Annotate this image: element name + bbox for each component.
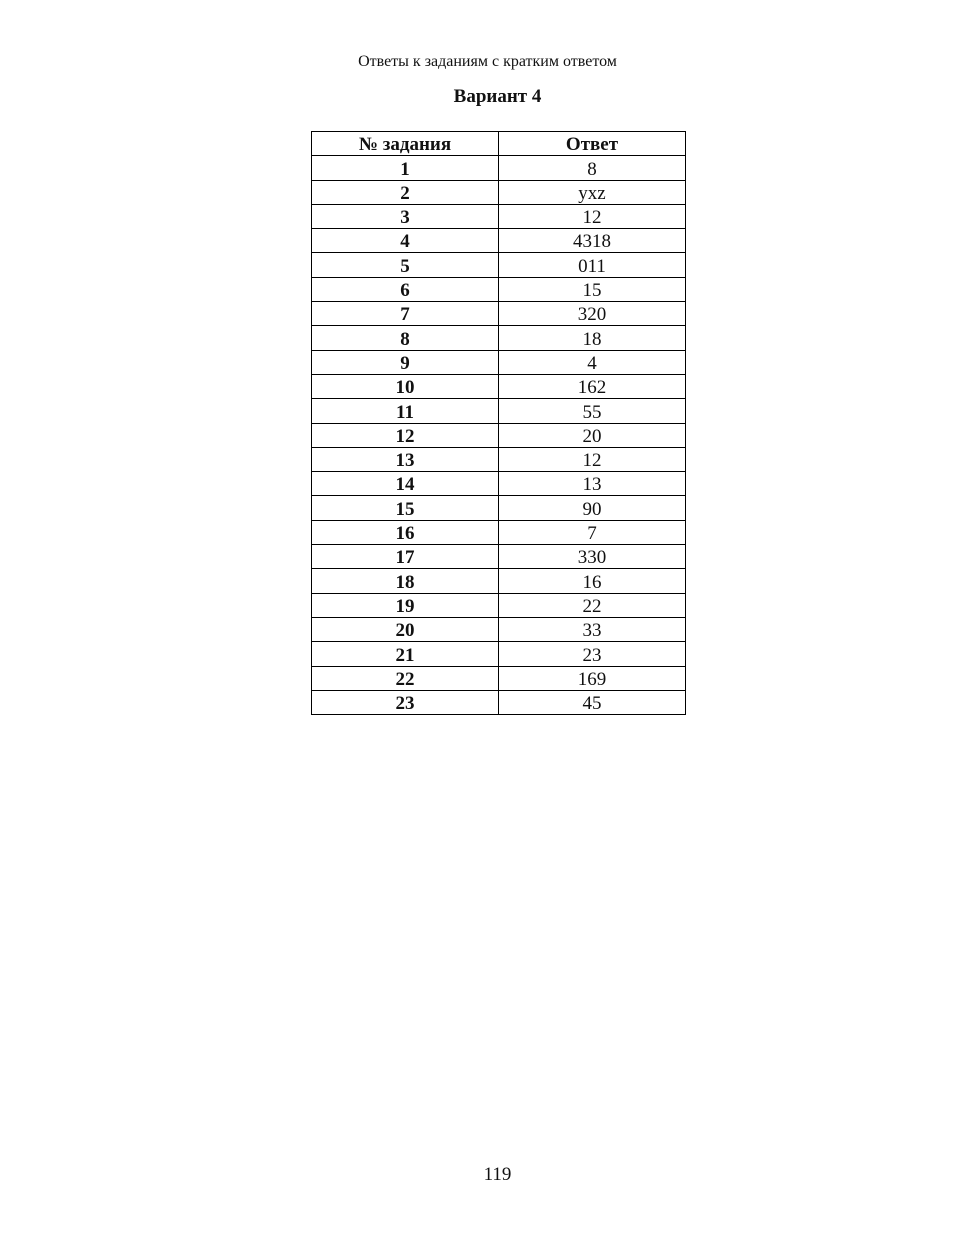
- task-number-cell: 13: [312, 447, 499, 471]
- table-row: [312, 593, 686, 617]
- table-row: [312, 253, 686, 277]
- table-row: [312, 569, 686, 593]
- task-number-cell: 7: [312, 302, 499, 326]
- task-number-cell: 16: [312, 520, 499, 544]
- task-number-cell: 2: [312, 180, 499, 204]
- table-row: [312, 156, 686, 180]
- answer-cell: 12: [499, 204, 686, 228]
- table-row: [312, 520, 686, 544]
- task-number-cell: 23: [312, 690, 499, 714]
- answer-cell: 011: [499, 253, 686, 277]
- task-number-cell: 20: [312, 617, 499, 641]
- column-header-task-number: № задания: [312, 132, 499, 156]
- task-number-cell: 1: [312, 156, 499, 180]
- table-row: [312, 374, 686, 398]
- table-row: [312, 423, 686, 447]
- answer-cell: 8: [499, 156, 686, 180]
- answer-cell: 55: [499, 399, 686, 423]
- answers-table-body: [312, 156, 686, 715]
- variant-title: Вариант 4: [453, 86, 542, 107]
- answer-cell: 90: [499, 496, 686, 520]
- task-number-cell: 8: [312, 326, 499, 350]
- task-number-cell: 14: [312, 472, 499, 496]
- answer-cell: 15: [499, 277, 686, 301]
- answer-cell: 7: [499, 520, 686, 544]
- table-row: [312, 350, 686, 374]
- answer-cell: 13: [499, 472, 686, 496]
- page-number: 119: [483, 1164, 512, 1185]
- table-row: [312, 229, 686, 253]
- task-number-cell: 19: [312, 593, 499, 617]
- table-row: [312, 545, 686, 569]
- table-row: [312, 642, 686, 666]
- answer-cell: 12: [499, 447, 686, 471]
- answer-cell: 169: [499, 666, 686, 690]
- table-row: [312, 472, 686, 496]
- answer-cell: 16: [499, 569, 686, 593]
- table-row: [312, 447, 686, 471]
- answer-cell: 23: [499, 642, 686, 666]
- task-number-cell: 5: [312, 253, 499, 277]
- task-number-cell: 10: [312, 374, 499, 398]
- page-header: Ответы к заданиям с кратким ответом: [358, 53, 617, 70]
- table-row: [312, 277, 686, 301]
- answer-cell: 45: [499, 690, 686, 714]
- task-number-cell: 15: [312, 496, 499, 520]
- task-number-cell: 9: [312, 350, 499, 374]
- task-number-cell: 21: [312, 642, 499, 666]
- task-number-cell: 22: [312, 666, 499, 690]
- answer-cell: 330: [499, 545, 686, 569]
- table-row: [312, 666, 686, 690]
- answer-cell: 4318: [499, 229, 686, 253]
- header-row: [312, 132, 686, 156]
- answers-table-head: [312, 132, 686, 156]
- task-number-cell: 12: [312, 423, 499, 447]
- task-number-cell: 18: [312, 569, 499, 593]
- table-row: [312, 204, 686, 228]
- table-row: [312, 617, 686, 641]
- answers-table: [311, 131, 686, 715]
- answer-cell: 4: [499, 350, 686, 374]
- answer-cell: 33: [499, 617, 686, 641]
- answer-cell: 320: [499, 302, 686, 326]
- task-number-cell: 6: [312, 277, 499, 301]
- table-row: [312, 302, 686, 326]
- answer-cell: 20: [499, 423, 686, 447]
- table-row: [312, 326, 686, 350]
- answer-cell: 22: [499, 593, 686, 617]
- column-header-answer: Ответ: [499, 132, 686, 156]
- task-number-cell: 4: [312, 229, 499, 253]
- table-row: [312, 690, 686, 714]
- answer-cell: yxz: [499, 180, 686, 204]
- answer-cell: 18: [499, 326, 686, 350]
- table-row: [312, 180, 686, 204]
- task-number-cell: 17: [312, 545, 499, 569]
- table-row: [312, 496, 686, 520]
- task-number-cell: 3: [312, 204, 499, 228]
- task-number-cell: 11: [312, 399, 499, 423]
- table-row: [312, 399, 686, 423]
- answer-cell: 162: [499, 374, 686, 398]
